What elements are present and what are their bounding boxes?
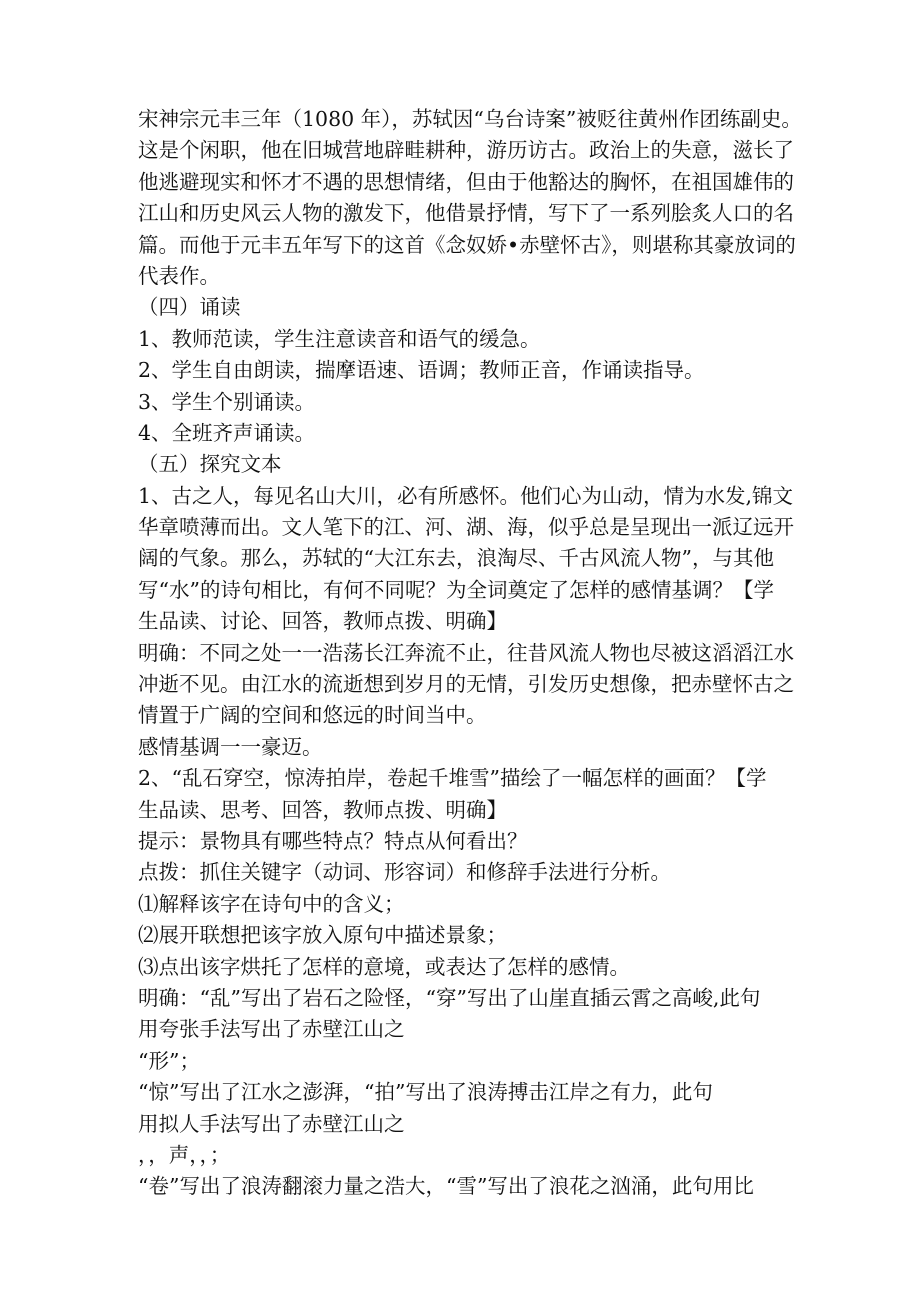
text-line: 江山和历史风云人物的激发下，他借景抒情，写下了一系列脍炙人口的名 — [138, 201, 794, 226]
list-item: 4、全班齐声诵读。 — [138, 420, 316, 445]
text-line: 冲逝不见。由江水的流逝想到岁月的无情，引发历史想像，把赤壁怀古之 — [138, 672, 794, 697]
text-line: 情置于广阔的空间和悠远的时间当中。 — [138, 703, 487, 728]
text-line: 2、“乱石穿空，惊涛拍岸，卷起千堆雪”描绘了一幅怎样的画面？【学 — [138, 766, 767, 791]
section-heading: （四）诵读 — [138, 295, 241, 320]
text-line: 明确：不同之处一一浩荡长江奔流不止，往昔风流人物也尽被这滔滔江水 — [138, 640, 794, 665]
text-line: 生品读、思考、回答，教师点拨、明确】 — [138, 797, 507, 822]
text-line: ，，声，，； — [138, 1142, 231, 1167]
text-line: 明确：“乱”写出了岩石之险怪，“穿”写出了山崖直插云霄之高峻,此句 — [138, 985, 761, 1010]
text-line: “惊”写出了江水之澎湃，“拍”写出了浪涛搏击江岸之有力，此句 — [138, 1080, 713, 1105]
section-heading: （五）探究文本 — [138, 452, 282, 477]
text-line: 阔的气象。那么，苏轼的“大江东去，浪淘尽、千古风流人物”，与其他 — [138, 546, 774, 571]
text-line: 用拟人手法写出了赤壁江山之 — [138, 1111, 405, 1136]
text-line: 华章喷薄而出。文人笔下的江、河、湖、海，似乎总是呈现出一派辽远开 — [138, 515, 794, 540]
text-line: 他逃避现实和怀才不遇的思想情绪，但由于他豁达的胸怀，在祖国雄伟的 — [138, 169, 794, 194]
text-line: 写“水”的诗句相比，有何不同呢？为全词奠定了怎样的感情基调？【学 — [138, 577, 774, 602]
text-line: 提示：景物具有哪些特点？特点从何看出？ — [138, 828, 528, 853]
list-item: 3、学生个别诵读。 — [138, 389, 316, 414]
text-line: 生品读、讨论、回答，教师点拨、明确】 — [138, 609, 507, 634]
text-line: 宋神宗元丰三年（1080 年），苏轼因“乌台诗案”被贬往黄州作团练副史。 — [138, 107, 802, 131]
text-line: 这是个闲职，他在旧城营地辟畦耕种，游历访古。政治上的失意，滋长了 — [138, 138, 794, 163]
text-line: “卷”写出了浪涛翻滚力量之浩大，“雪”写出了浪花之汹涌，此句用比 — [138, 1174, 754, 1199]
list-item: ⑴解释该字在诗句中的含义； — [138, 891, 405, 916]
list-item: 1、教师范读，学生注意读音和语气的缓急。 — [138, 326, 541, 351]
text-line: 点拨：抓住关键字（动词、形容词）和修辞手法进行分析。 — [138, 860, 671, 885]
text-line: 1、古之人，每见名山大川，必有所感怀。他们心为山动，情为水发,锦文 — [138, 483, 794, 508]
text-line: “形”； — [138, 1048, 200, 1073]
text-line: 篇。而他于元丰五年写下的这首《念奴娇•赤壁怀古》，则堪称其豪放词的 — [138, 232, 796, 257]
list-item: ⑵展开联想把该字放入原句中描述景象； — [138, 923, 507, 948]
text-line: 代表作。 — [138, 263, 220, 288]
list-item: ⑶点出该字烘托了怎样的意境，或表达了怎样的感情。 — [138, 954, 630, 979]
list-item: 2、学生自由朗读，揣摩语速、语调；教师正音，作诵读指导。 — [138, 358, 705, 383]
document-body — [138, 104, 808, 1203]
text-line: 用夸张手法写出了赤壁江山之 — [138, 1017, 405, 1042]
text-line: 感情基调一一豪迈。 — [138, 734, 323, 759]
